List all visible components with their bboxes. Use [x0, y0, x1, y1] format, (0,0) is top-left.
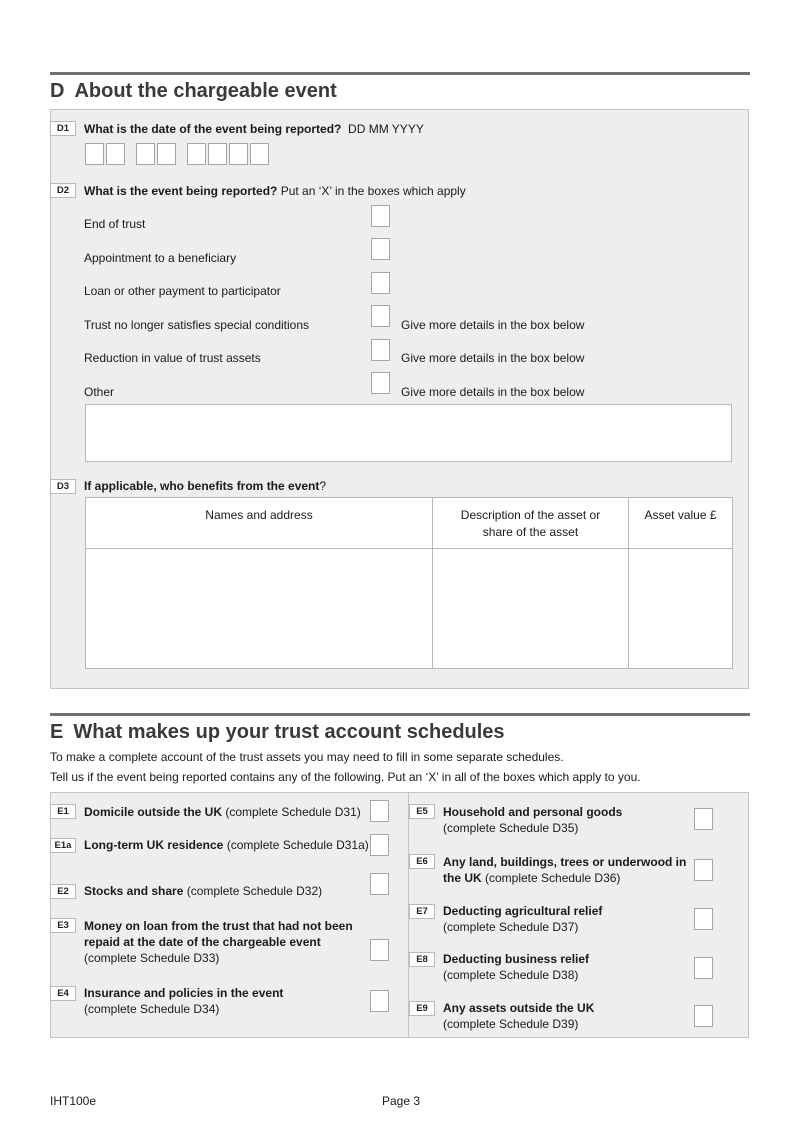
question-d3: [84, 478, 326, 494]
checkbox-e8[interactable]: [694, 957, 713, 979]
question-e8-bold: Deducting business relief: [443, 952, 590, 966]
checkbox-special-conditions[interactable]: [371, 305, 390, 327]
date-month-digit-2[interactable]: [157, 143, 176, 165]
question-e6-rest: (complete Schedule D36): [481, 871, 621, 885]
date-day-digit-2[interactable]: [106, 143, 125, 165]
question-e1: [84, 804, 361, 820]
column-header-names: Names and address: [86, 498, 433, 549]
question-e2-rest: (complete Schedule D32): [183, 884, 323, 898]
question-e3-bold-line2: repaid at the date of the chargeable event: [84, 935, 321, 949]
question-e1a-bold: Long-term UK residence: [84, 838, 224, 852]
column-header-description: [433, 498, 629, 549]
hint-special-conditions: Give more details in the box below: [401, 318, 585, 332]
checkbox-other[interactable]: [371, 372, 390, 394]
question-e7-bold: Deducting agricultural relief: [443, 904, 603, 918]
question-e3-rest: (complete Schedule D33): [84, 951, 220, 965]
question-d2: [84, 183, 466, 199]
date-day-digit-1[interactable]: [85, 143, 104, 165]
hint-other: Give more details in the box below: [401, 385, 585, 399]
section-e-title: What makes up your trust account schedules: [73, 721, 505, 743]
question-d3-mark: ?: [319, 479, 327, 493]
question-e5-bold: Household and personal goods: [443, 805, 623, 819]
section-d-title: About the chargeable event: [74, 80, 337, 102]
question-e1a-rest: (complete Schedule D31a): [223, 838, 369, 852]
question-e1-rest: (complete Schedule D31): [222, 805, 361, 819]
question-e6-bold-line1: Any land, buildings, trees or underwood in: [443, 855, 687, 869]
checkbox-e9[interactable]: [694, 1005, 713, 1027]
option-label-special-conditions: Trust no longer satisfies special conditions: [84, 318, 309, 332]
question-e2: [84, 883, 322, 899]
question-number-d3: D3: [50, 479, 76, 494]
question-e2-bold: Stocks and share: [84, 884, 184, 898]
question-number-e8: E8: [409, 952, 435, 967]
question-number-e4: E4: [50, 986, 76, 1001]
checkbox-e1a[interactable]: [370, 834, 389, 856]
question-e3-bold-line1: Money on loan from the trust that had not been: [84, 919, 353, 933]
question-e6-bold-line2: the UK: [443, 871, 482, 885]
option-label-end-of-trust: End of trust: [84, 217, 146, 231]
question-number-e9: E9: [409, 1001, 435, 1016]
option-label-reduction: Reduction in value of trust assets: [84, 351, 261, 365]
checkbox-e6[interactable]: [694, 859, 713, 881]
date-year-digit-4[interactable]: [250, 143, 269, 165]
question-d1-text: What is the date of the event being reported?: [84, 122, 342, 136]
section-e-heading: [50, 721, 505, 744]
question-number-e6: E6: [409, 854, 435, 869]
date-format-hint: DD MM YYYY: [348, 122, 424, 136]
question-e1-bold: Domicile outside the UK: [84, 805, 223, 819]
hint-reduction: Give more details in the box below: [401, 351, 585, 365]
section-d-heading: [50, 80, 337, 103]
question-e8-rest: (complete Schedule D38): [443, 968, 579, 982]
names-address-cell[interactable]: [86, 549, 433, 669]
question-e4: [84, 985, 283, 1017]
date-month-digit-1[interactable]: [136, 143, 155, 165]
question-d2-instruction: Put an ‘X’ in the boxes which apply: [280, 184, 466, 198]
question-e4-bold: Insurance and policies in the event: [84, 986, 284, 1000]
checkbox-e3[interactable]: [370, 939, 389, 961]
question-e8: [443, 951, 589, 983]
table-header-row: [86, 498, 733, 549]
question-e9: [443, 1000, 594, 1032]
date-year-digit-2[interactable]: [208, 143, 227, 165]
question-number-e5: E5: [409, 804, 435, 819]
column-header-value: Asset value £: [629, 498, 733, 549]
checkbox-appointment[interactable]: [371, 238, 390, 260]
asset-value-cell[interactable]: [629, 549, 733, 669]
section-e-intro-1: To make a complete account of the trust assets you may need to fill in some separate schedules.: [50, 750, 564, 764]
beneficiaries-table: [85, 497, 733, 669]
question-e5: [443, 804, 622, 836]
question-number-e3: E3: [50, 918, 76, 933]
asset-description-cell[interactable]: [433, 549, 629, 669]
question-d1: [84, 121, 424, 137]
section-e-letter: E: [50, 721, 64, 743]
section-e-intro-2: Tell us if the event being reported contains any of the following. Put an ‘X’ in all of the boxes which apply to you.: [50, 770, 641, 784]
question-e4-rest: (complete Schedule D34): [84, 1002, 220, 1016]
question-e7: [443, 903, 602, 935]
section-d-letter: D: [50, 80, 65, 102]
date-year-digit-3[interactable]: [229, 143, 248, 165]
question-number-e1: E1: [50, 804, 76, 819]
question-d3-text: If applicable, who benefits from the event: [84, 479, 320, 493]
question-e9-bold: Any assets outside the UK: [443, 1001, 595, 1015]
checkbox-e2[interactable]: [370, 873, 389, 895]
question-e3: [84, 918, 353, 966]
checkbox-reduction[interactable]: [371, 339, 390, 361]
question-number-e7: E7: [409, 904, 435, 919]
question-number-e1a: E1a: [50, 838, 76, 853]
section-e-rule: [50, 713, 750, 716]
table-row: [86, 549, 733, 669]
option-label-other: Other: [84, 385, 115, 399]
checkbox-e7[interactable]: [694, 908, 713, 930]
checkbox-loan[interactable]: [371, 272, 390, 294]
question-e9-rest: (complete Schedule D39): [443, 1017, 579, 1031]
checkbox-e1[interactable]: [370, 800, 389, 822]
column-header-description-text: Description of the asset or share of the asset: [460, 508, 601, 539]
question-number-d2: D2: [50, 183, 76, 198]
question-number-e2: E2: [50, 884, 76, 899]
question-e5-rest: (complete Schedule D35): [443, 821, 579, 835]
section-d-rule: [50, 72, 750, 75]
question-e7-rest: (complete Schedule D37): [443, 920, 579, 934]
question-e1a: [84, 837, 369, 853]
form-id: IHT100e: [50, 1094, 97, 1108]
date-year-digit-1[interactable]: [187, 143, 206, 165]
option-label-appointment: Appointment to a beneficiary: [84, 251, 237, 265]
option-label-loan: Loan or other payment to participator: [84, 284, 281, 298]
question-number-d1: D1: [50, 121, 76, 136]
question-e6: [443, 854, 686, 886]
checkbox-end-of-trust[interactable]: [371, 205, 390, 227]
checkbox-e4[interactable]: [370, 990, 389, 1012]
question-d2-text: What is the event being reported?: [84, 184, 278, 198]
details-textarea[interactable]: [85, 404, 732, 462]
page-number: Page 3: [382, 1094, 421, 1108]
checkbox-e5[interactable]: [694, 808, 713, 830]
